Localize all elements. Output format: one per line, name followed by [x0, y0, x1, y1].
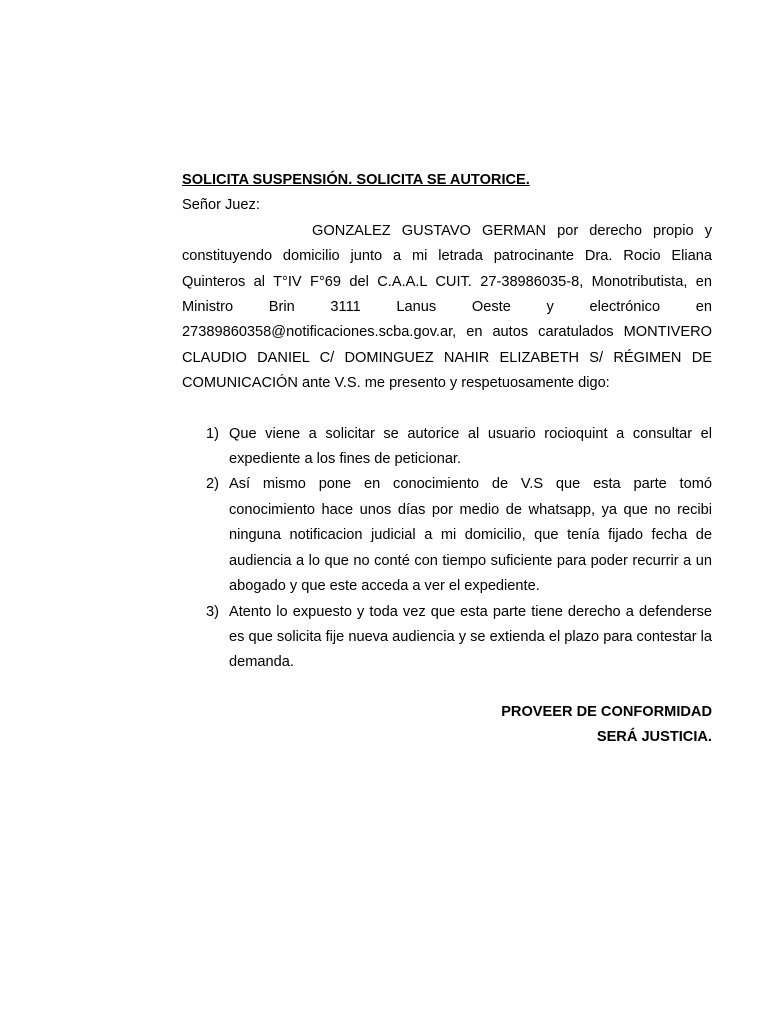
petition-list	[182, 422, 712, 676]
list-item-number: 1)	[206, 425, 219, 442]
closing-line-1: PROVEER DE CONFORMIDAD	[501, 703, 712, 720]
list-item-number: 2)	[206, 476, 219, 493]
list-item-text: Así mismo pone en conocimiento de V.S que esta parte tomó conocimiento hace unos días por medio de whatsapp, ya que no recibi ninguna notificacion judicial a mi domicilio, que tenía fijado fecha de audiencia a lo que no conté con tiempo suficiente para poder recurrir a un abogado y que este acceda a ver el expediente.	[229, 476, 712, 595]
document-title: SOLICITA SUSPENSIÓN. SOLICITA SE AUTORICE.	[182, 172, 530, 188]
document-page	[182, 168, 712, 751]
list-item-text: Que viene a solicitar se autorice al usuario rocioquint a consultar el expediente a los fines de peticionar.	[229, 425, 712, 468]
closing-line-2: SERÁ JUSTICIA.	[596, 729, 712, 746]
closing-block	[182, 700, 712, 751]
list-item	[182, 472, 712, 599]
list-item	[182, 422, 712, 473]
list-item-number: 3)	[206, 603, 219, 620]
salutation: Señor Juez:	[182, 197, 260, 214]
list-item-text: Atento lo expuesto y toda vez que esta parte tiene derecho a defenderse es que solicita fije nueva audiencia y se extienda el plazo para contestar la demanda.	[229, 603, 712, 671]
list-item	[182, 600, 712, 676]
intro-paragraph: GONZALEZ GUSTAVO GERMAN por derecho propio y constituyendo domicilio junto a mi letrada patrocinante Dra. Rocio Eliana Quinteros al T°IV F°69 del C.A.A.L CUIT. 27-38986035-8, Monotributista, en Ministro Brin 3111 Lanus Oeste y electrónico en 27389860358@notificaciones.scba.gov.ar, en autos caratulados MONTIVERO CLAUDIO DANIEL C/ DOMINGUEZ NAHIR ELIZABETH S/ RÉGIMEN DE COMUNICACIÓN ante V.S. me presento y respetuosamente digo:	[182, 222, 712, 392]
